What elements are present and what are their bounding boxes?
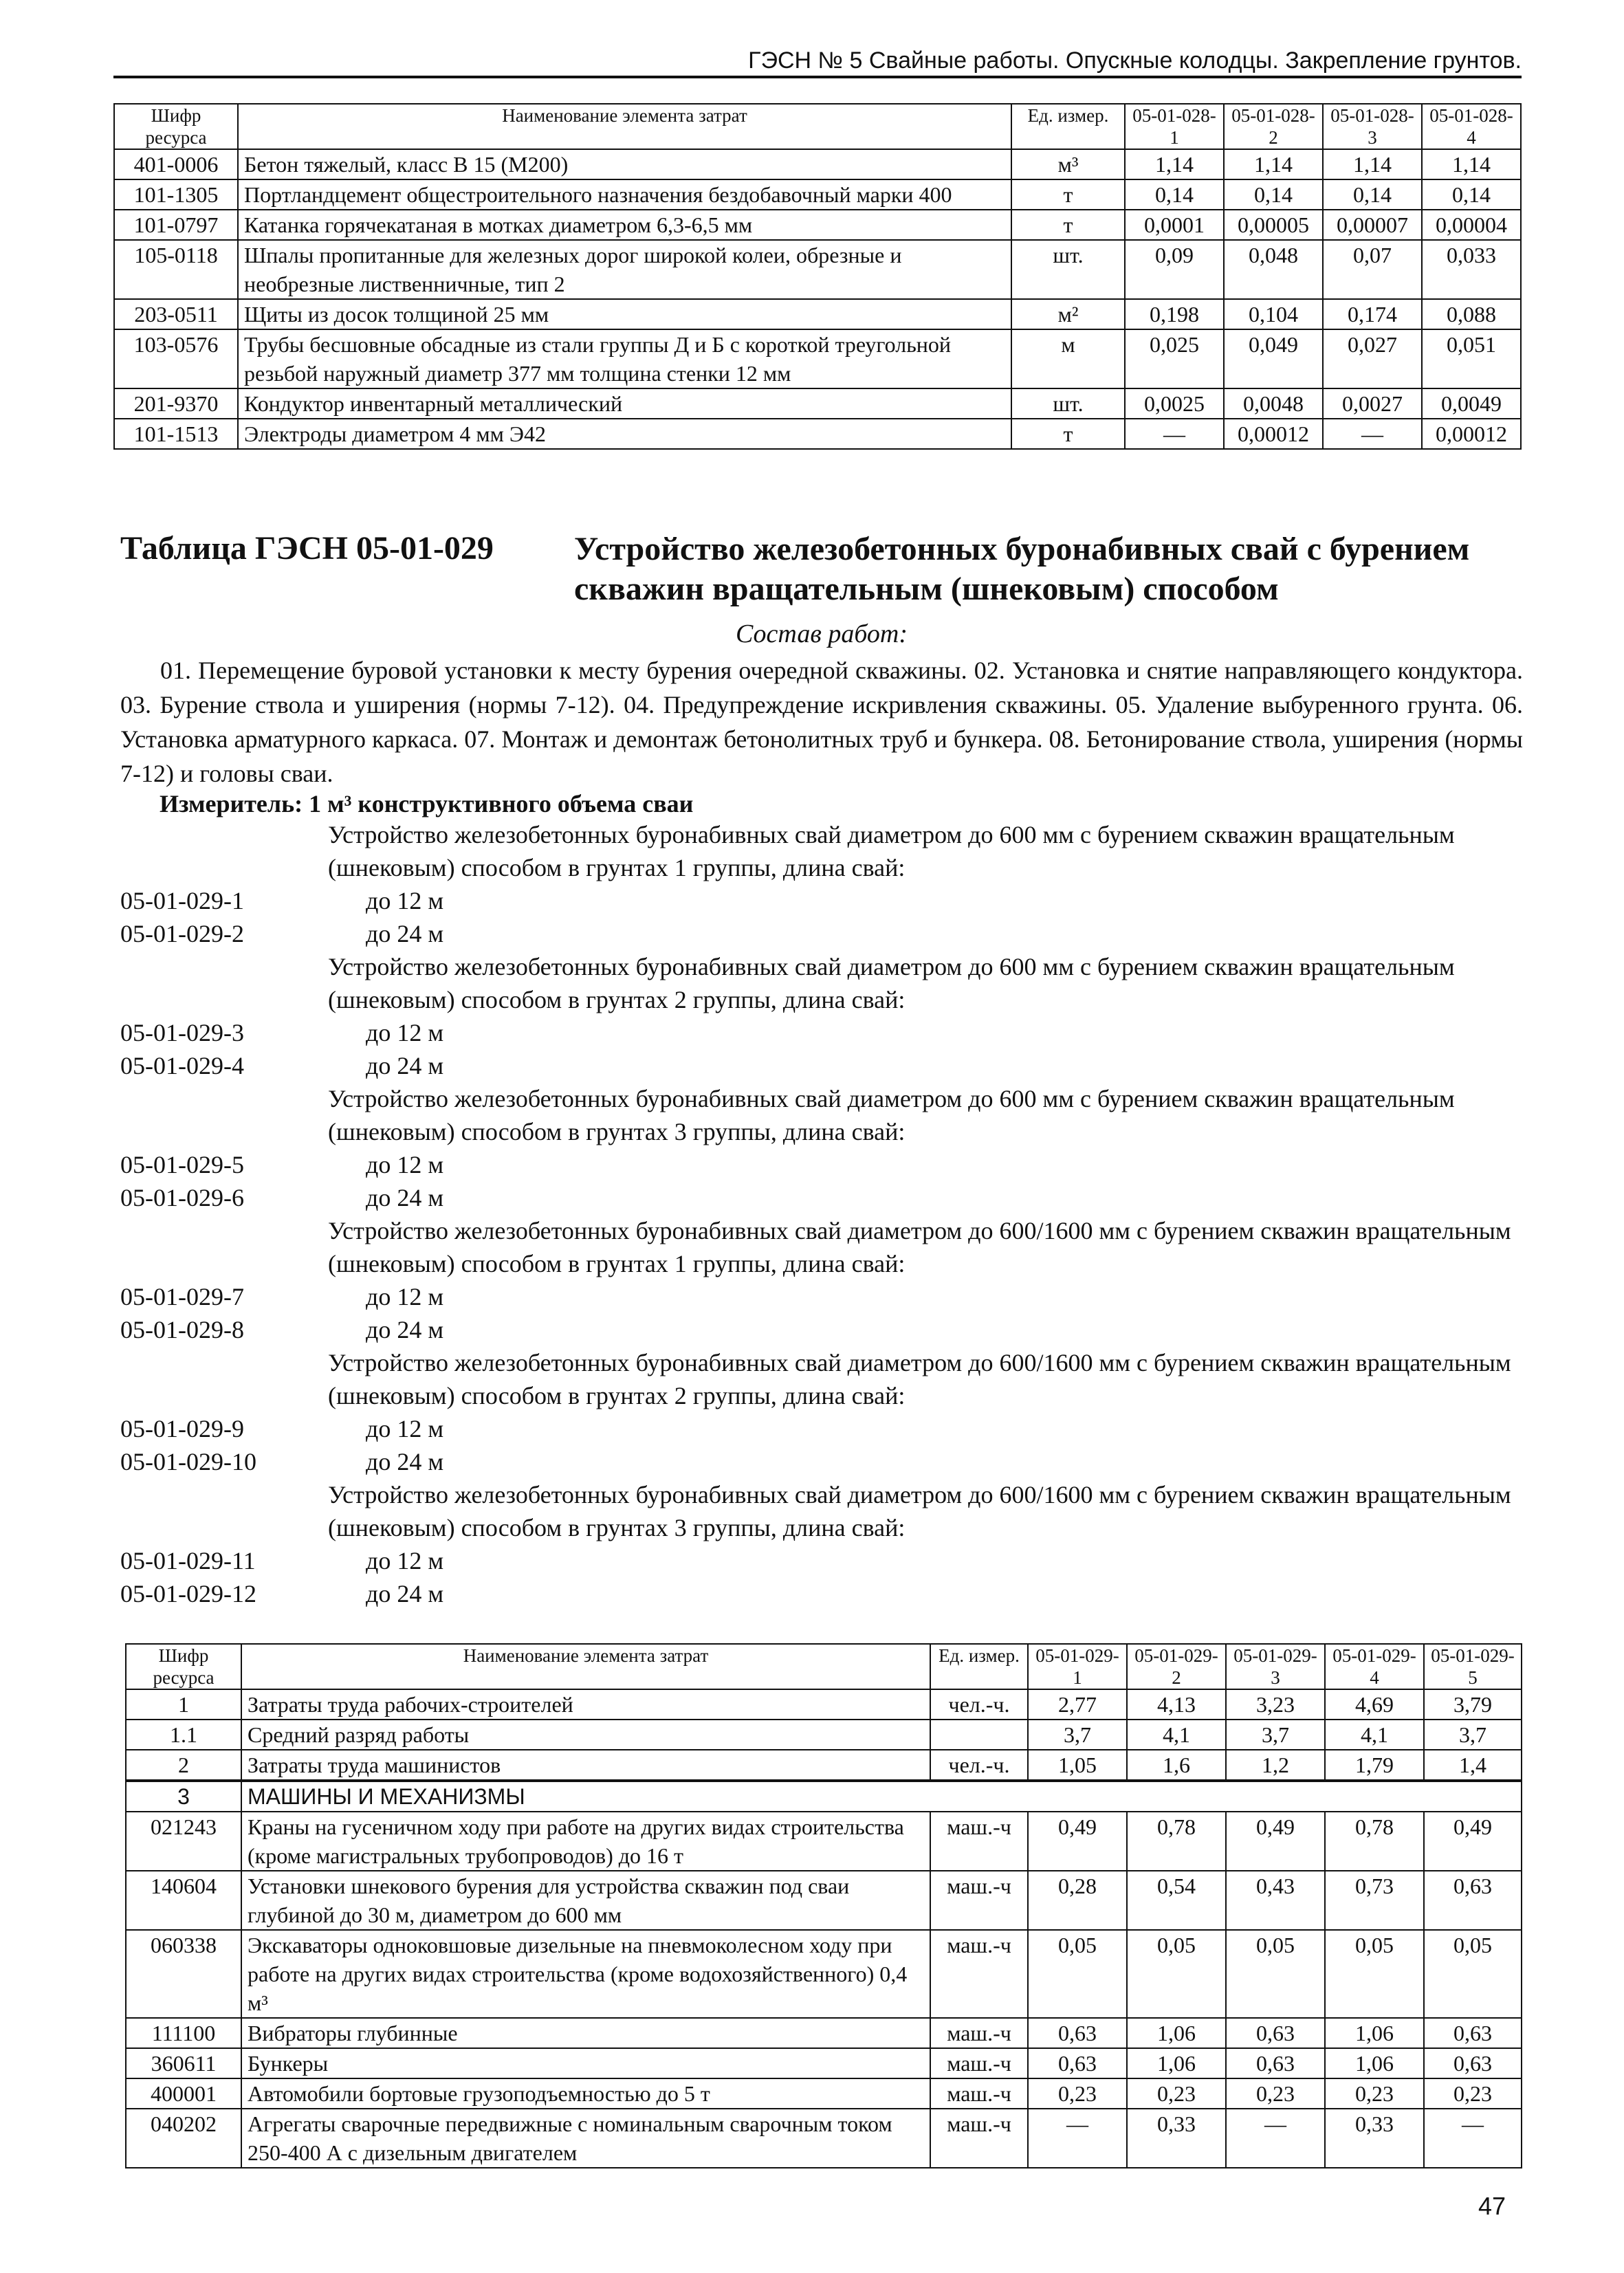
table-row <box>114 240 1521 299</box>
table-row <box>114 149 1521 179</box>
norm-value: 3,7 <box>1226 1720 1325 1750</box>
norm-variant <box>120 1280 1523 1313</box>
norm-value: 1,14 <box>1323 149 1422 179</box>
resource-unit: м <box>1011 329 1125 388</box>
resource-unit: маш.-ч <box>930 1812 1028 1871</box>
norm-variant <box>120 917 1523 950</box>
norm-value: 1,06 <box>1325 2018 1424 2048</box>
norm-length: до 24 м <box>366 1316 444 1343</box>
norm-value: 1,06 <box>1127 2048 1226 2078</box>
section-code: 3 <box>126 1781 241 1812</box>
page-number: 47 <box>1478 2192 1506 2220</box>
table-row <box>126 1720 1522 1750</box>
norm-value: 0,07 <box>1323 240 1422 299</box>
norm-variant <box>120 1049 1523 1082</box>
norm-value: 0,63 <box>1424 1871 1522 1930</box>
resource-unit: чел.-ч. <box>930 1689 1028 1720</box>
norm-value: 1,06 <box>1325 2048 1424 2078</box>
norm-code: 05-01-029-9 <box>120 1415 244 1442</box>
norm-value: 0,05 <box>1325 1930 1424 2018</box>
norm-value: 1,05 <box>1028 1750 1127 1781</box>
table-row <box>126 1930 1522 2018</box>
norm-variant <box>120 1544 1523 1577</box>
resource-unit: маш.-ч <box>930 2109 1028 2168</box>
table-header-row <box>126 1644 1522 1689</box>
norm-value: — <box>1424 2109 1522 2168</box>
norm-value: 0,49 <box>1424 1812 1522 1871</box>
resource-name: Кондуктор инвентарный металлический <box>238 388 1011 419</box>
norm-value: 1,79 <box>1325 1750 1424 1781</box>
table-row <box>126 2018 1522 2048</box>
header-norm: 05-01-028-4 <box>1422 104 1521 149</box>
norm-code: 05-01-029-7 <box>120 1283 244 1310</box>
header-code: Шифр ресурса <box>114 104 238 149</box>
norm-variant <box>120 1412 1523 1445</box>
norm-value: 0,14 <box>1422 179 1521 210</box>
resource-name: Агрегаты сварочные передвижные с номинальным сварочным током 250-400 А с дизельным двигателем <box>241 2109 930 2168</box>
resource-name: Катанка горячекатаная в мотках диаметром 6,3-6,5 мм <box>238 210 1011 240</box>
norm-length: до 12 м <box>366 1283 444 1310</box>
norm-value: 0,78 <box>1127 1812 1226 1871</box>
group-description: Устройство железобетонных буронабивных свай диаметром до 600 мм с бурением скважин вращательным (шнековым) способом в грунтах 3 группы, длина свай: <box>328 1085 1455 1145</box>
section-title: МАШИНЫ И МЕХАНИЗМЫ <box>241 1781 1522 1812</box>
norm-variant <box>120 1148 1523 1181</box>
norm-variant <box>120 1313 1523 1346</box>
norm-code: 05-01-029-11 <box>120 1547 256 1574</box>
resources-table <box>125 1643 1522 2168</box>
resource-name: Электроды диаметром 4 мм Э42 <box>238 419 1011 449</box>
table-title: Таблица ГЭСН 05-01-029 <box>120 530 494 567</box>
norm-value: 0,33 <box>1127 2109 1226 2168</box>
group-description: Устройство железобетонных буронабивных свай диаметром до 600/1600 мм с бурением скважин вращательным (шнековым) способом в грунтах 2 группы, длина свай: <box>328 1349 1511 1409</box>
norm-value: 0,051 <box>1422 329 1521 388</box>
norm-value: 0,63 <box>1226 2048 1325 2078</box>
norm-value: 0,104 <box>1224 299 1323 329</box>
norm-length: до 24 м <box>366 1580 444 1607</box>
materials-table <box>113 103 1522 450</box>
norm-value: 4,69 <box>1325 1689 1424 1720</box>
norm-length: до 24 м <box>366 920 444 947</box>
resource-code: 1.1 <box>126 1720 241 1750</box>
norm-value: 0,63 <box>1424 2018 1522 2048</box>
norm-value: 1,2 <box>1226 1750 1325 1781</box>
norm-value: 0,23 <box>1325 2078 1424 2109</box>
header-norm: 05-01-028-1 <box>1125 104 1224 149</box>
resource-name: Средний разряд работы <box>241 1720 930 1750</box>
norm-value: 0,05 <box>1226 1930 1325 2018</box>
norm-value: — <box>1028 2109 1127 2168</box>
table-row <box>114 179 1521 210</box>
table-row <box>126 1689 1522 1720</box>
norm-value: 1,4 <box>1424 1750 1522 1781</box>
resource-name: Бетон тяжелый, класс В 15 (М200) <box>238 149 1011 179</box>
norm-value: — <box>1125 419 1224 449</box>
resource-name: Экскаваторы одноковшовые дизельные на пневмоколесном ходу при работе на других видах строительства (кроме водохозяйственного) 0,4 м³ <box>241 1930 930 2018</box>
norm-value: 0,05 <box>1028 1930 1127 2018</box>
resource-name: Бункеры <box>241 2048 930 2078</box>
norm-value: 0,0048 <box>1224 388 1323 419</box>
norm-length: до 24 м <box>366 1184 444 1211</box>
group-description: Устройство железобетонных буронабивных свай диаметром до 600/1600 мм с бурением скважин вращательным (шнековым) способом в грунтах 1 группы, длина свай: <box>328 1217 1511 1277</box>
norm-value: 0,49 <box>1226 1812 1325 1871</box>
norm-value: 2,77 <box>1028 1689 1127 1720</box>
resource-code: 111100 <box>126 2018 241 2048</box>
header-code: Шифр ресурса <box>126 1644 241 1689</box>
section-row <box>126 1781 1522 1812</box>
resource-code: 103-0576 <box>114 329 238 388</box>
norm-variant <box>120 1016 1523 1049</box>
resource-code: 101-1305 <box>114 179 238 210</box>
resource-unit: м³ <box>1011 149 1125 179</box>
resource-code: 105-0118 <box>114 240 238 299</box>
table-heading: Устройство железобетонных буронабивных свай с бурением скважин вращательным (шнековым) способом <box>574 531 1470 607</box>
norm-value: — <box>1323 419 1422 449</box>
norm-value: — <box>1226 2109 1325 2168</box>
norm-code: 05-01-029-1 <box>120 887 244 914</box>
resource-unit: шт. <box>1011 240 1125 299</box>
meter-label: Измеритель: 1 м³ конструктивного объема сваи <box>160 790 694 817</box>
header-norm: 05-01-029-5 <box>1424 1644 1522 1689</box>
header-unit: Ед. измер. <box>930 1644 1028 1689</box>
norm-value: 0,0049 <box>1422 388 1521 419</box>
norm-length: до 24 м <box>366 1052 444 1079</box>
table-row <box>126 2078 1522 2109</box>
norm-value: 0,23 <box>1226 2078 1325 2109</box>
norm-value: 3,23 <box>1226 1689 1325 1720</box>
resource-unit: м² <box>1011 299 1125 329</box>
norm-value: 0,23 <box>1028 2078 1127 2109</box>
norm-code: 05-01-029-10 <box>120 1448 256 1475</box>
header-unit: Ед. измер. <box>1011 104 1125 149</box>
norm-length: до 12 м <box>366 1415 444 1442</box>
resource-code: 401-0006 <box>114 149 238 179</box>
norm-value: 0,73 <box>1325 1871 1424 1930</box>
norm-value: 0,025 <box>1125 329 1224 388</box>
norm-variant <box>120 1577 1523 1610</box>
norm-value: 0,14 <box>1224 179 1323 210</box>
norm-value: 0,00012 <box>1422 419 1521 449</box>
table-row <box>114 299 1521 329</box>
resource-unit: маш.-ч <box>930 2018 1028 2048</box>
norm-value: 1,06 <box>1127 2018 1226 2048</box>
norm-value: 1,14 <box>1422 149 1521 179</box>
norm-value: 3,79 <box>1424 1689 1522 1720</box>
table-row <box>126 1812 1522 1871</box>
table-row <box>126 1871 1522 1930</box>
header-name: Наименование элемента затрат <box>241 1644 930 1689</box>
norm-value: 0,00005 <box>1224 210 1323 240</box>
resource-code: 203-0511 <box>114 299 238 329</box>
resource-unit <box>930 1720 1028 1750</box>
resource-unit: т <box>1011 419 1125 449</box>
resource-name: Трубы бесшовные обсадные из стали группы Д и Б с короткой треугольной резьбой наружный диаметр 377 мм толщина стенки 12 мм <box>238 329 1011 388</box>
norm-code: 05-01-029-6 <box>120 1184 244 1211</box>
group-description: Устройство железобетонных буронабивных свай диаметром до 600/1600 мм с бурением скважин вращательным (шнековым) способом в грунтах 3 группы, длина свай: <box>328 1481 1511 1541</box>
norm-code: 05-01-029-3 <box>120 1019 244 1046</box>
norm-value: 0,43 <box>1226 1871 1325 1930</box>
table-row <box>126 2048 1522 2078</box>
resource-code: 2 <box>126 1750 241 1781</box>
resource-name: Затраты труда рабочих-строителей <box>241 1689 930 1720</box>
resource-code: 360611 <box>126 2048 241 2078</box>
norm-value: 0,14 <box>1125 179 1224 210</box>
norm-value: 0,0025 <box>1125 388 1224 419</box>
norm-variant <box>120 1181 1523 1214</box>
norm-value: 0,027 <box>1323 329 1422 388</box>
resource-code: 040202 <box>126 2109 241 2168</box>
norm-value: 0,14 <box>1323 179 1422 210</box>
resource-name: Краны на гусеничном ходу при работе на других видах строительства (кроме магистральных трубопроводов) до 16 т <box>241 1812 930 1871</box>
norm-value: 0,198 <box>1125 299 1224 329</box>
table-row <box>126 2109 1522 2168</box>
header-norm: 05-01-029-3 <box>1226 1644 1325 1689</box>
norm-code: 05-01-029-4 <box>120 1052 244 1079</box>
norm-value: 0,63 <box>1028 2048 1127 2078</box>
norm-value: 0,049 <box>1224 329 1323 388</box>
norm-length: до 12 м <box>366 1151 444 1178</box>
resource-code: 1 <box>126 1689 241 1720</box>
norm-variant <box>120 884 1523 917</box>
resource-unit: чел.-ч. <box>930 1750 1028 1781</box>
resource-name: Шпалы пропитанные для железных дорог широкой колеи, обрезные и необрезные лиственничные, тип 2 <box>238 240 1011 299</box>
group-description: Устройство железобетонных буронабивных свай диаметром до 600 мм с бурением скважин вращательным (шнековым) способом в грунтах 2 группы, длина свай: <box>328 953 1455 1013</box>
norm-code: 05-01-029-12 <box>120 1580 256 1607</box>
table-row <box>114 329 1521 388</box>
norm-value: 0,63 <box>1028 2018 1127 2048</box>
resource-unit: шт. <box>1011 388 1125 419</box>
norm-value: 0,048 <box>1224 240 1323 299</box>
running-head: ГЭСН № 5 Свайные работы. Опускные колодцы. Закрепление грунтов. <box>113 45 1522 78</box>
norm-value: 0,63 <box>1226 2018 1325 2048</box>
norm-value: 0,174 <box>1323 299 1422 329</box>
header-norm: 05-01-028-2 <box>1224 104 1323 149</box>
norm-value: 0,00004 <box>1422 210 1521 240</box>
resource-code: 101-0797 <box>114 210 238 240</box>
resource-unit: маш.-ч <box>930 1930 1028 2018</box>
table-row <box>114 388 1521 419</box>
norm-value: 0,09 <box>1125 240 1224 299</box>
header-norm: 05-01-029-1 <box>1028 1644 1127 1689</box>
norm-value: 4,1 <box>1127 1720 1226 1750</box>
norm-value: 0,54 <box>1127 1871 1226 1930</box>
norm-value: 0,05 <box>1127 1930 1226 2018</box>
norm-length: до 12 м <box>366 1019 444 1046</box>
header-name: Наименование элемента затрат <box>238 104 1011 149</box>
norm-value: 4,13 <box>1127 1689 1226 1720</box>
works-label: Состав работ: <box>735 619 908 648</box>
resource-code: 101-1513 <box>114 419 238 449</box>
norm-length: до 12 м <box>366 887 444 914</box>
resource-unit: маш.-ч <box>930 2078 1028 2109</box>
resource-unit: маш.-ч <box>930 2048 1028 2078</box>
norm-value: 0,78 <box>1325 1812 1424 1871</box>
norm-length: до 12 м <box>366 1547 444 1574</box>
norm-value: 0,0001 <box>1125 210 1224 240</box>
resource-name: Затраты труда машинистов <box>241 1750 930 1781</box>
resource-name: Щиты из досок толщиной 25 мм <box>238 299 1011 329</box>
works-text: 01. Перемещение буровой установки к месту бурения очередной скважины. 02. Установка и снятие направляющего кондуктора. 03. Бурение ствола и уширения (нормы 7-12). 04. Предупреждение искривления скважины. 05. Удаление выбуренного грунта. 06. Установка арматурного каркаса. 07. Монтаж и демонтаж бетонолитных труб и бункера. 08. Бетонирование ствола, уширения (нормы 7-12) и головы сваи. <box>120 657 1523 787</box>
resource-code: 140604 <box>126 1871 241 1930</box>
norm-value: 3,7 <box>1028 1720 1127 1750</box>
norm-value: 1,14 <box>1224 149 1323 179</box>
resource-name: Вибраторы глубинные <box>241 2018 930 2048</box>
resource-code: 201-9370 <box>114 388 238 419</box>
resource-code: 060338 <box>126 1930 241 2018</box>
resource-code: 400001 <box>126 2078 241 2109</box>
norm-value: 0,00012 <box>1224 419 1323 449</box>
header-norm: 05-01-029-4 <box>1325 1644 1424 1689</box>
resource-name: Портландцемент общестроительного назначения бездобавочный марки 400 <box>238 179 1011 210</box>
resource-name: Автомобили бортовые грузоподъемностью до 5 т <box>241 2078 930 2109</box>
norm-value: 0,05 <box>1424 1930 1522 2018</box>
norm-value: 0,63 <box>1424 2048 1522 2078</box>
norm-value: 3,7 <box>1424 1720 1522 1750</box>
norm-value: 0,23 <box>1127 2078 1226 2109</box>
table-row <box>126 1750 1522 1781</box>
group-description: Устройство железобетонных буронабивных свай диаметром до 600 мм с бурением скважин вращательным (шнековым) способом в грунтах 1 группы, длина свай: <box>328 821 1455 881</box>
norm-code: 05-01-029-8 <box>120 1316 244 1343</box>
resource-name: Установки шнекового бурения для устройства скважин под сваи глубиной до 30 м, диаметром до 600 мм <box>241 1871 930 1930</box>
norm-value: 0,0027 <box>1323 388 1422 419</box>
norm-length: до 24 м <box>366 1448 444 1475</box>
resource-unit: т <box>1011 179 1125 210</box>
norm-value: 0,00007 <box>1323 210 1422 240</box>
norm-code: 05-01-029-2 <box>120 920 244 947</box>
resource-unit: маш.-ч <box>930 1871 1028 1930</box>
norm-value: 1,14 <box>1125 149 1224 179</box>
norm-value: 0,033 <box>1422 240 1521 299</box>
table-header-row <box>114 104 1521 149</box>
norm-value: 0,33 <box>1325 2109 1424 2168</box>
header-norm: 05-01-028-3 <box>1323 104 1422 149</box>
norm-groups <box>120 818 1523 1610</box>
header-norm: 05-01-029-2 <box>1127 1644 1226 1689</box>
norm-value: 4,1 <box>1325 1720 1424 1750</box>
resource-unit: т <box>1011 210 1125 240</box>
norm-code: 05-01-029-5 <box>120 1151 244 1178</box>
table-row <box>114 419 1521 449</box>
norm-value: 0,28 <box>1028 1871 1127 1930</box>
norm-value: 0,088 <box>1422 299 1521 329</box>
resource-code: 021243 <box>126 1812 241 1871</box>
norm-value: 0,23 <box>1424 2078 1522 2109</box>
norm-value: 0,49 <box>1028 1812 1127 1871</box>
table-row <box>114 210 1521 240</box>
norm-value: 1,6 <box>1127 1750 1226 1781</box>
norm-variant <box>120 1445 1523 1478</box>
